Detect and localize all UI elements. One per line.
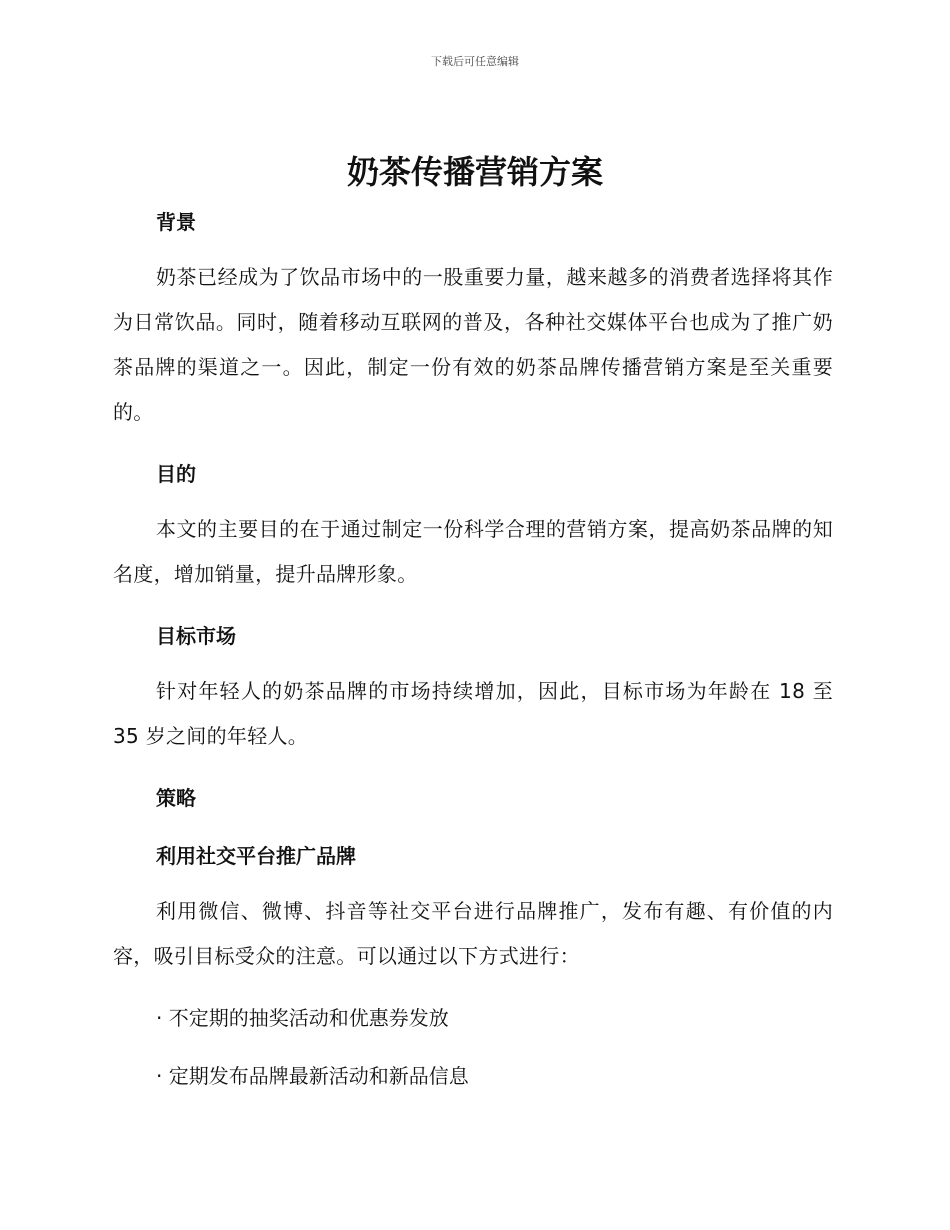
list-item: · 定期发布品牌最新活动和新品信息: [156, 1064, 469, 1088]
section-heading-background: 背景: [156, 210, 196, 234]
subsection-heading-social-platforms: 利用社交平台推广品牌: [156, 844, 356, 868]
section-heading-purpose: 目的: [156, 462, 196, 486]
section-paragraph-target-market: 针对年轻人的奶茶品牌的市场持续增加，因此，目标市场为年龄在 18 至 35 岁之间的年轻人。: [113, 679, 833, 748]
document-body: [113, 203, 833, 1095]
section-paragraph-background: 奶茶已经成为了饮品市场中的一股重要力量，越来越多的消费者选择将其作为日常饮品。同时，随着移动互联网的普及，各种社交媒体平台也成为了推广奶茶品牌的渠道之一。因此，制定一份有效的奶茶品牌传播营销方案是至关重要的。: [113, 265, 833, 424]
list-item: · 不定期的抽奖活动和优惠券发放: [156, 1006, 449, 1030]
page-header-note: 下载后可任意编辑: [431, 55, 519, 68]
section-heading-strategy: 策略: [156, 786, 196, 810]
section-heading-target-market: 目标市场: [156, 624, 236, 648]
section-paragraph-strategy: 利用微信、微博、抖音等社交平台进行品牌推广，发布有趣、有价值的内容，吸引目标受众的注意。可以通过以下方式进行：: [113, 899, 833, 968]
section-paragraph-purpose: 本文的主要目的在于通过制定一份科学合理的营销方案，提高奶茶品牌的知名度，增加销量，提升品牌形象。: [113, 517, 833, 586]
document-title: 奶茶传播营销方案: [346, 153, 603, 191]
